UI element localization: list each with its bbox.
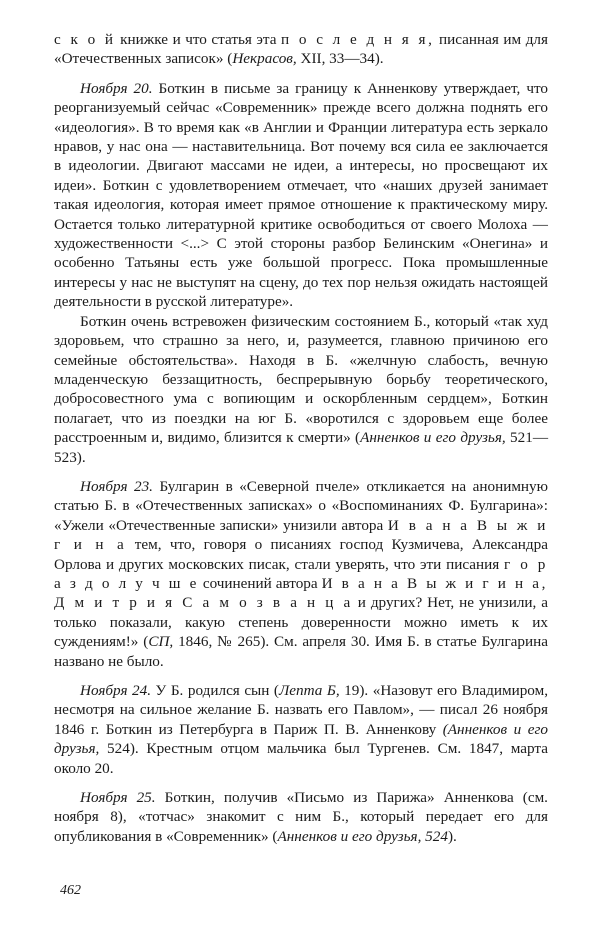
entry-date: Ноября 25. bbox=[80, 789, 156, 807]
text-run: 1846, № 265). См. апреля 30. Имя Б. в статье Булгарина названо не было. bbox=[54, 633, 548, 670]
entry-gap bbox=[54, 467, 548, 477]
italic-reference: Некрасов, bbox=[232, 50, 297, 68]
text-run: Боткин, получив «Письмо из Парижа» Анненкова (см. ноября 8), «тотчас» знакомит с ним Б., который передает его для опубликования в «Современник» ( bbox=[54, 789, 548, 845]
text-run: тем, что, говоря о писаниях господ Кузмичева, Александра Орлова и других московских писак, стали уверять, что эти писания bbox=[54, 536, 548, 573]
entry-date: Ноября 20. bbox=[80, 79, 153, 97]
text-run: книжке и что статья эта bbox=[115, 31, 282, 48]
text-run: и других? Нет, не унизили, а только показали, какую степень доверенности можно иметь к их суждениям!» ( bbox=[54, 594, 548, 651]
page-number: 462 bbox=[60, 883, 81, 898]
spaced-text: с к о й bbox=[54, 31, 116, 48]
italic-reference: (Анненков и его друзья, bbox=[54, 720, 549, 758]
entry-nov-20 bbox=[54, 79, 548, 312]
text-run: Боткин очень встревожен физическим состоянием Б., который «так худ здоровьем, что страшно за него, и, разумеется, главною причиною его семейные обстоятельства». Находя в Б. «желчную слабость, вечную младенческую беззащитность, беспрерывную борьбу теоретического, добросовестного ума с вопиющим и оскорбленным сердцем», Боткин полагает, что из поездки на юг Б. «воротился с здоровьем еще более расстроенным и, видимо, близится к смерти» ( bbox=[54, 312, 548, 447]
spaced-text: г о р а з д о л у ч ш е bbox=[54, 555, 548, 592]
text-run: 19). «Назовут его Владимиром, несмотря на сильное желание Б. назвать его Павлом», — писал 26 ноября 1846 г. Боткин из Петербурга в Париж П. В. Анненкову bbox=[54, 682, 549, 738]
paragraph-botkin-health bbox=[54, 312, 548, 467]
italic-reference: СП, bbox=[148, 633, 174, 651]
entry-date: Ноября 24. bbox=[80, 682, 152, 699]
text-run: писанная им для «Отечественных записок» ( bbox=[54, 31, 548, 68]
spaced-text: п о с л е д н я я, bbox=[281, 31, 435, 48]
entry-date: Ноября 23. bbox=[80, 477, 153, 495]
italic-reference: Анненков и его друзья, 524 bbox=[277, 827, 448, 845]
spaced-text: И в а н а В ы ж и г и н а bbox=[54, 516, 548, 554]
text-run: 521—523). bbox=[54, 429, 549, 466]
text-run: ). bbox=[447, 827, 457, 845]
paragraph-continuation bbox=[54, 30, 548, 69]
text-run: У Б. родился сын ( bbox=[151, 682, 279, 699]
entry-gap bbox=[54, 69, 548, 79]
spaced-text: И в а н а В ы ж и г и н а, Д м и т р и я С а м о з в а н ц а bbox=[54, 574, 548, 612]
entry-gap bbox=[54, 778, 548, 788]
text-run: Боткин в письме за границу к Анненкову утверждает, что реорганизуемый сейчас «Современник» прежде всего должна поднять его «идеология». В то время как «в Англии и Франции литература есть зеркало нравов, у нас она — наставительница. Вот почему вся сила ее заключается в идеологии. Двигают массами не идеи, а интересы, но просвещают их идеи». Боткин с удовлетворением отмечает, что «наших друзей занимает такая идеология, которая имеет прямое отношение к практическому миру. Остается только литературной критике освободиться от своего Молоха — художественности <...> С этой стороны разбор Белинским «Онегина» и особенно Татьяны есть уже большой прогресс. Пока промышленные интересы у нас не выступят на сцену, до тех пор нельзя ожидать настоящей деятельности в русской литературе». bbox=[54, 79, 548, 311]
text-run: XII, 33—34). bbox=[296, 50, 384, 68]
page-body bbox=[54, 30, 548, 846]
entry-gap bbox=[54, 671, 548, 681]
italic-reference: Лепта Б, bbox=[278, 682, 340, 699]
entry-nov-24 bbox=[54, 681, 548, 778]
text-run: 524). Крестным отцом мальчика был Тургенев. См. 1847, марта около 20. bbox=[54, 740, 548, 777]
italic-reference: Анненков и его друзья, bbox=[360, 429, 506, 447]
entry-nov-25 bbox=[54, 788, 548, 846]
entry-nov-23 bbox=[54, 477, 548, 671]
text-run: Булгарин в «Северной пчеле» откликается на анонимную статью Б. в «Отечественных записках» о «Воспоминаниях Ф. Булгарина»: «Ужели «Отечественные записки» унизили автора bbox=[54, 477, 548, 534]
text-run: сочинений автора bbox=[198, 574, 322, 592]
